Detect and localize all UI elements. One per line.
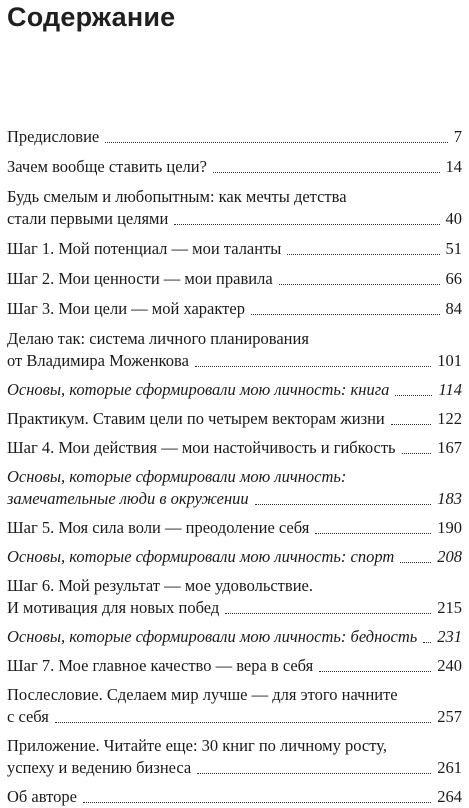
toc-entry: [7, 238, 462, 260]
dot-leader: [255, 503, 432, 505]
toc-entry-page-number: 215: [437, 598, 462, 617]
toc-entry: [7, 186, 462, 230]
toc-entry-page-number: 7: [453, 127, 462, 146]
toc-entry-page-number: 264: [437, 787, 462, 806]
toc-entry: [7, 328, 462, 372]
toc-entry-page-number: 208: [437, 547, 462, 566]
dot-leader: [83, 801, 431, 803]
toc-entry-last-line: [7, 488, 462, 510]
toc-entry-title-line: Шаг 4. Мои действия — мои настойчивость и гибкость: [7, 438, 396, 457]
toc-entry-title-line: Шаг 1. Мой потенциал — мои таланты: [7, 239, 282, 258]
dot-leader: [395, 394, 432, 396]
table-of-contents: [7, 119, 462, 808]
toc-entry-title-line: Основы, которые сформировали мою личность:: [7, 467, 347, 486]
toc-entry-last-line: [7, 156, 462, 178]
toc-entry-title-line: Шаг 7. Мое главное качество — вера в себя: [7, 656, 314, 675]
toc-entry: [7, 298, 462, 320]
toc-entry-page-number: 190: [437, 518, 462, 537]
page-title: Содержание: [7, 2, 176, 32]
toc-entry: [7, 655, 462, 677]
toc-entry-page-number: 167: [437, 438, 462, 457]
toc-entry-title-line: Практикум. Ставим цели по четырем векторам жизни: [7, 409, 385, 428]
toc-entry-title-line: успеху и ведению бизнеса: [7, 758, 192, 777]
toc-entry: [7, 786, 462, 808]
toc-entry-title-line: Делаю так: система личного планирования: [7, 329, 309, 348]
toc-entry-title-line: Шаг 6. Мой результат — мое удовольствие.: [7, 576, 313, 595]
toc-entry-title-line: замечательные люди в окружении: [7, 489, 249, 508]
toc-entry-title-line: И мотивация для новых побед: [7, 598, 220, 617]
dot-leader: [279, 283, 440, 285]
toc-entry-last-line: [7, 408, 462, 430]
toc-entry: [7, 517, 462, 539]
toc-entry: [7, 546, 462, 568]
toc-entry-last-line: [7, 350, 462, 372]
toc-entry-last-line: [7, 126, 462, 148]
toc-entry-title-line: Основы, которые сформировали мою личность: спорт: [7, 547, 395, 566]
dot-leader: [423, 641, 431, 643]
toc-entry-last-line: [7, 298, 462, 320]
toc-entry-page-number: 240: [437, 656, 462, 675]
dot-leader: [195, 365, 431, 367]
toc-entry: [7, 575, 462, 619]
dot-leader: [315, 532, 431, 534]
toc-entry: [7, 466, 462, 510]
toc-entry-title-line: Зачем вообще ставить цели?: [7, 157, 207, 176]
toc-entry: [7, 156, 462, 178]
toc-entry-title-line: Будь смелым и любопытным: как мечты детства: [7, 187, 347, 206]
toc-entry-last-line: [7, 268, 462, 290]
toc-entry-page-number: 122: [437, 409, 462, 428]
toc-entry-title-line: Основы, которые сформировали мою личность: книга: [7, 380, 390, 399]
toc-entry-last-line: [7, 706, 462, 728]
toc-entry-last-line: [7, 437, 462, 459]
dot-leader: [213, 171, 440, 173]
toc-entry-last-line: [7, 546, 462, 568]
toc-entry-last-line: [7, 655, 462, 677]
toc-entry: [7, 268, 462, 290]
toc-entry-last-line: [7, 757, 462, 779]
dot-leader: [251, 313, 440, 315]
toc-entry-page-number: 66: [445, 269, 462, 288]
toc-entry-page-number: 51: [445, 239, 462, 258]
toc-entry-page-number: 257: [437, 707, 462, 726]
toc-entry-title-line: с себя: [7, 707, 49, 726]
dot-leader: [197, 772, 431, 774]
toc-entry-title-line: от Владимира Моженкова: [7, 351, 189, 370]
toc-entry-title-line: Шаг 3. Мои цели — мой характер: [7, 299, 245, 318]
toc-entry: [7, 126, 462, 148]
dot-leader: [225, 612, 431, 614]
toc-entry-last-line: [7, 626, 462, 648]
toc-entry: [7, 379, 462, 401]
toc-entry-title-line: Приложение. Читайте еще: 30 книг по личному росту,: [7, 736, 387, 755]
dot-leader: [391, 423, 431, 425]
toc-entry-page-number: 261: [437, 758, 462, 777]
dot-leader: [319, 670, 431, 672]
toc-entry-page-number: 40: [445, 209, 462, 228]
dot-leader: [55, 721, 431, 723]
dot-leader: [402, 452, 432, 454]
dot-leader: [174, 223, 439, 225]
toc-entry-title-line: Основы, которые сформировали мою личность: бедность: [7, 627, 418, 646]
toc-entry-page-number: 231: [437, 627, 462, 646]
toc-entry: [7, 626, 462, 648]
toc-entry: [7, 408, 462, 430]
toc-entry-last-line: [7, 208, 462, 230]
toc-entry-title-line: Об авторе: [7, 787, 77, 806]
toc-entry-page-number: 14: [445, 157, 462, 176]
dot-leader: [287, 253, 439, 255]
toc-entry-last-line: [7, 238, 462, 260]
toc-entry-page-number: 183: [437, 489, 462, 508]
toc-entry-last-line: [7, 597, 462, 619]
dot-leader: [400, 561, 431, 563]
toc-entry: [7, 437, 462, 459]
toc-entry-title-line: стали первыми целями: [7, 209, 169, 228]
toc-entry: [7, 735, 462, 779]
toc-entry-last-line: [7, 379, 462, 401]
toc-entry-page-number: 84: [445, 299, 462, 318]
toc-entry-title-line: Шаг 2. Мои ценности — мои правила: [7, 269, 273, 288]
toc-entry-title-line: Шаг 5. Моя сила воли — преодоление себя: [7, 518, 310, 537]
toc-entry-page-number: 101: [437, 351, 462, 370]
toc-entry-title-line: Предисловие: [7, 127, 100, 146]
toc-entry-last-line: [7, 517, 462, 539]
toc-entry-page-number: 114: [438, 380, 462, 399]
dot-leader: [105, 141, 448, 143]
toc-entry-title-line: Послесловие. Сделаем мир лучше — для этого начните: [7, 685, 398, 704]
toc-entry: [7, 684, 462, 728]
toc-entry-last-line: [7, 786, 462, 808]
